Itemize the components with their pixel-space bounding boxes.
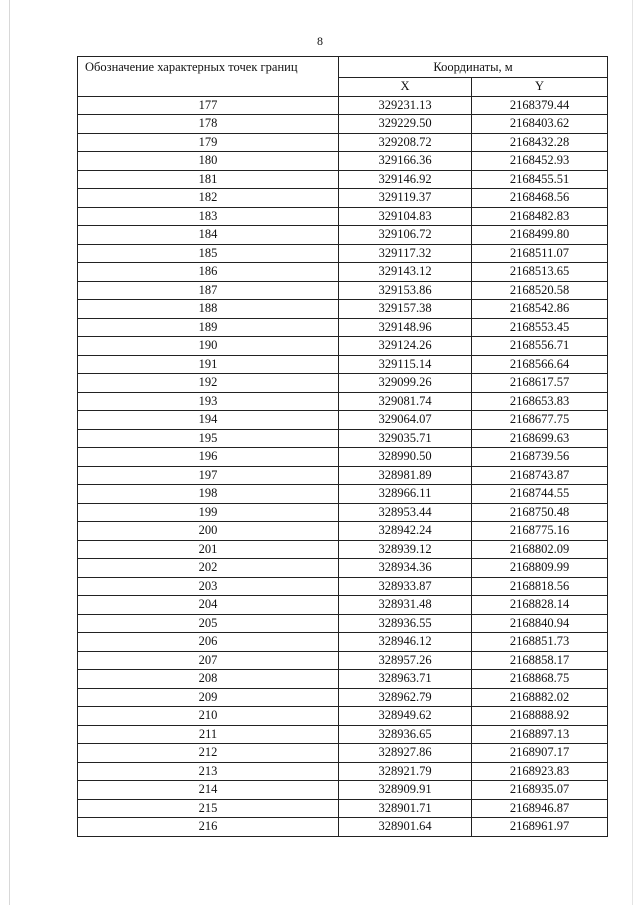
header-point-spacer <box>78 78 339 97</box>
x-coordinate-cell: 328963.71 <box>339 670 472 689</box>
y-coordinate-cell: 2168677.75 <box>472 411 608 430</box>
header-point-designation: Обозначение характерных точек границ <box>78 57 339 78</box>
point-number-cell: 212 <box>78 744 339 763</box>
scan-edge-left <box>9 0 10 905</box>
y-coordinate-cell: 2168882.02 <box>472 688 608 707</box>
page-number: 8 <box>317 34 323 48</box>
y-coordinate-cell: 2168499.80 <box>472 226 608 245</box>
table-row <box>78 781 608 800</box>
table-row <box>78 485 608 504</box>
x-coordinate-cell: 328949.62 <box>339 707 472 726</box>
x-coordinate-cell: 328936.55 <box>339 614 472 633</box>
table-row <box>78 799 608 818</box>
y-coordinate-cell: 2168511.07 <box>472 244 608 263</box>
point-number-cell: 191 <box>78 355 339 374</box>
point-number-cell: 187 <box>78 281 339 300</box>
y-coordinate-cell: 2168744.55 <box>472 485 608 504</box>
point-number-cell: 206 <box>78 633 339 652</box>
x-coordinate-cell: 328927.86 <box>339 744 472 763</box>
table-row <box>78 263 608 282</box>
x-coordinate-cell: 328981.89 <box>339 466 472 485</box>
point-number-cell: 188 <box>78 300 339 319</box>
point-number-cell: 207 <box>78 651 339 670</box>
y-coordinate-cell: 2168828.14 <box>472 596 608 615</box>
point-number-cell: 203 <box>78 577 339 596</box>
x-coordinate-cell: 329115.14 <box>339 355 472 374</box>
x-coordinate-cell: 329229.50 <box>339 115 472 134</box>
y-coordinate-cell: 2168542.86 <box>472 300 608 319</box>
table-row <box>78 688 608 707</box>
table-row <box>78 651 608 670</box>
x-coordinate-cell: 328936.65 <box>339 725 472 744</box>
y-coordinate-cell: 2168961.97 <box>472 818 608 837</box>
table-row <box>78 355 608 374</box>
point-number-cell: 186 <box>78 263 339 282</box>
x-coordinate-cell: 329231.13 <box>339 96 472 115</box>
table-row <box>78 559 608 578</box>
point-number-cell: 200 <box>78 522 339 541</box>
y-coordinate-cell: 2168750.48 <box>472 503 608 522</box>
x-coordinate-cell: 329117.32 <box>339 244 472 263</box>
y-coordinate-cell: 2168851.73 <box>472 633 608 652</box>
point-number-cell: 198 <box>78 485 339 504</box>
point-number-cell: 195 <box>78 429 339 448</box>
x-coordinate-cell: 328942.24 <box>339 522 472 541</box>
x-coordinate-cell: 328953.44 <box>339 503 472 522</box>
table-row <box>78 152 608 171</box>
y-coordinate-cell: 2168802.09 <box>472 540 608 559</box>
y-coordinate-cell: 2168897.13 <box>472 725 608 744</box>
x-coordinate-cell: 328909.91 <box>339 781 472 800</box>
table-row <box>78 318 608 337</box>
y-coordinate-cell: 2168556.71 <box>472 337 608 356</box>
y-coordinate-cell: 2168653.83 <box>472 392 608 411</box>
x-coordinate-cell: 329153.86 <box>339 281 472 300</box>
y-coordinate-cell: 2168432.28 <box>472 133 608 152</box>
point-number-cell: 211 <box>78 725 339 744</box>
table-row <box>78 818 608 837</box>
table-row <box>78 189 608 208</box>
point-number-cell: 196 <box>78 448 339 467</box>
table-row <box>78 133 608 152</box>
point-number-cell: 197 <box>78 466 339 485</box>
x-coordinate-cell: 328934.36 <box>339 559 472 578</box>
x-coordinate-cell: 329166.36 <box>339 152 472 171</box>
y-coordinate-cell: 2168403.62 <box>472 115 608 134</box>
point-number-cell: 179 <box>78 133 339 152</box>
point-number-cell: 182 <box>78 189 339 208</box>
table-row <box>78 448 608 467</box>
x-coordinate-cell: 329099.26 <box>339 374 472 393</box>
point-number-cell: 210 <box>78 707 339 726</box>
x-coordinate-cell: 328957.26 <box>339 651 472 670</box>
table-row <box>78 614 608 633</box>
x-coordinate-cell: 329081.74 <box>339 392 472 411</box>
point-number-cell: 181 <box>78 170 339 189</box>
y-coordinate-cell: 2168858.17 <box>472 651 608 670</box>
point-number-cell: 215 <box>78 799 339 818</box>
y-coordinate-cell: 2168946.87 <box>472 799 608 818</box>
y-coordinate-cell: 2168468.56 <box>472 189 608 208</box>
point-number-cell: 178 <box>78 115 339 134</box>
y-coordinate-cell: 2168513.65 <box>472 263 608 282</box>
y-coordinate-cell: 2168775.16 <box>472 522 608 541</box>
y-coordinate-cell: 2168935.07 <box>472 781 608 800</box>
point-number-cell: 190 <box>78 337 339 356</box>
y-coordinate-cell: 2168809.99 <box>472 559 608 578</box>
table-row <box>78 707 608 726</box>
table-row <box>78 466 608 485</box>
table-row <box>78 337 608 356</box>
x-coordinate-cell: 329035.71 <box>339 429 472 448</box>
x-coordinate-cell: 329148.96 <box>339 318 472 337</box>
x-coordinate-cell: 329104.83 <box>339 207 472 226</box>
point-number-cell: 204 <box>78 596 339 615</box>
x-coordinate-cell: 328931.48 <box>339 596 472 615</box>
point-number-cell: 209 <box>78 688 339 707</box>
point-number-cell: 205 <box>78 614 339 633</box>
table-row <box>78 633 608 652</box>
y-coordinate-cell: 2168617.57 <box>472 374 608 393</box>
table-row <box>78 522 608 541</box>
x-coordinate-cell: 329143.12 <box>339 263 472 282</box>
point-number-cell: 194 <box>78 411 339 430</box>
y-coordinate-cell: 2168818.56 <box>472 577 608 596</box>
point-number-cell: 213 <box>78 762 339 781</box>
point-number-cell: 202 <box>78 559 339 578</box>
header-coordinates: Координаты, м <box>339 57 608 78</box>
y-coordinate-cell: 2168482.83 <box>472 207 608 226</box>
table-row <box>78 411 608 430</box>
header-x: X <box>339 78 472 97</box>
scan-edge-right <box>632 0 633 905</box>
table-row <box>78 762 608 781</box>
x-coordinate-cell: 329106.72 <box>339 226 472 245</box>
point-number-cell: 192 <box>78 374 339 393</box>
y-coordinate-cell: 2168739.56 <box>472 448 608 467</box>
point-number-cell: 184 <box>78 226 339 245</box>
y-coordinate-cell: 2168923.83 <box>472 762 608 781</box>
point-number-cell: 177 <box>78 96 339 115</box>
table-row <box>78 244 608 263</box>
x-coordinate-cell: 329157.38 <box>339 300 472 319</box>
x-coordinate-cell: 328901.64 <box>339 818 472 837</box>
y-coordinate-cell: 2168452.93 <box>472 152 608 171</box>
table-row <box>78 577 608 596</box>
table-row <box>78 392 608 411</box>
point-number-cell: 214 <box>78 781 339 800</box>
table-row <box>78 207 608 226</box>
point-number-cell: 208 <box>78 670 339 689</box>
table-row <box>78 115 608 134</box>
y-coordinate-cell: 2168868.75 <box>472 670 608 689</box>
x-coordinate-cell: 329208.72 <box>339 133 472 152</box>
x-coordinate-cell: 328921.79 <box>339 762 472 781</box>
table-row <box>78 596 608 615</box>
x-coordinate-cell: 328990.50 <box>339 448 472 467</box>
table-row <box>78 281 608 300</box>
y-coordinate-cell: 2168840.94 <box>472 614 608 633</box>
y-coordinate-cell: 2168566.64 <box>472 355 608 374</box>
table-body <box>78 96 608 836</box>
y-coordinate-cell: 2168379.44 <box>472 96 608 115</box>
table-row <box>78 540 608 559</box>
x-coordinate-cell: 329119.37 <box>339 189 472 208</box>
table-row <box>78 374 608 393</box>
y-coordinate-cell: 2168699.63 <box>472 429 608 448</box>
y-coordinate-cell: 2168553.45 <box>472 318 608 337</box>
table-row <box>78 170 608 189</box>
y-coordinate-cell: 2168455.51 <box>472 170 608 189</box>
table-row <box>78 300 608 319</box>
table-row <box>78 744 608 763</box>
table-row <box>78 96 608 115</box>
x-coordinate-cell: 328966.11 <box>339 485 472 504</box>
y-coordinate-cell: 2168888.92 <box>472 707 608 726</box>
x-coordinate-cell: 329064.07 <box>339 411 472 430</box>
x-coordinate-cell: 329146.92 <box>339 170 472 189</box>
x-coordinate-cell: 329124.26 <box>339 337 472 356</box>
table-row <box>78 725 608 744</box>
x-coordinate-cell: 328939.12 <box>339 540 472 559</box>
point-number-cell: 189 <box>78 318 339 337</box>
y-coordinate-cell: 2168907.17 <box>472 744 608 763</box>
point-number-cell: 183 <box>78 207 339 226</box>
point-number-cell: 201 <box>78 540 339 559</box>
point-number-cell: 185 <box>78 244 339 263</box>
table-row <box>78 226 608 245</box>
table-row <box>78 429 608 448</box>
table-row <box>78 503 608 522</box>
table-row <box>78 670 608 689</box>
y-coordinate-cell: 2168520.58 <box>472 281 608 300</box>
point-number-cell: 180 <box>78 152 339 171</box>
point-number-cell: 193 <box>78 392 339 411</box>
x-coordinate-cell: 328946.12 <box>339 633 472 652</box>
x-coordinate-cell: 328933.87 <box>339 577 472 596</box>
point-number-cell: 199 <box>78 503 339 522</box>
x-coordinate-cell: 328962.79 <box>339 688 472 707</box>
header-y: Y <box>472 78 608 97</box>
y-coordinate-cell: 2168743.87 <box>472 466 608 485</box>
x-coordinate-cell: 328901.71 <box>339 799 472 818</box>
coordinates-table <box>77 56 608 837</box>
point-number-cell: 216 <box>78 818 339 837</box>
